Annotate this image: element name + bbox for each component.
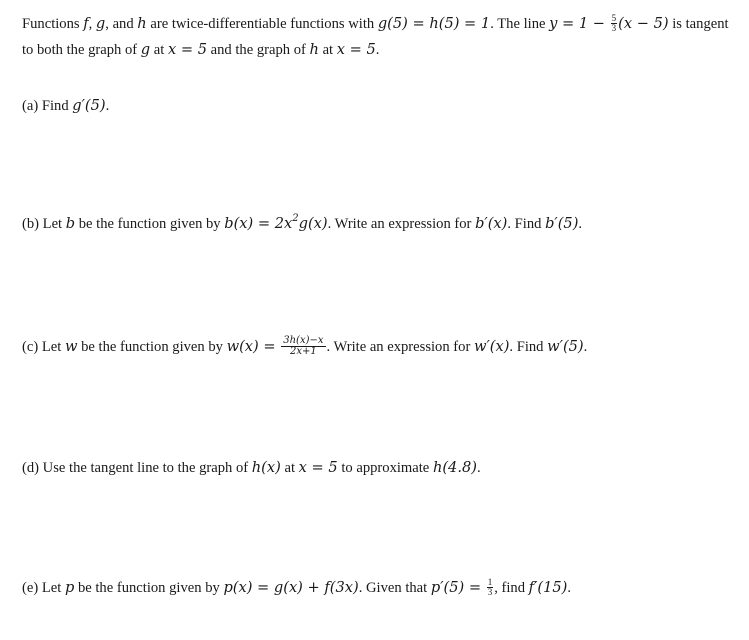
intro-text: .	[375, 42, 380, 58]
question-text: be the function given by	[74, 580, 224, 596]
question-part-c	[22, 337, 587, 358]
fraction-five-thirds	[611, 14, 618, 33]
question-text: . Write an expression for	[327, 216, 476, 232]
question-text: .	[476, 460, 481, 476]
question-text: (c) Let	[22, 338, 65, 355]
fraction-numerator: 3h(x)−x	[283, 335, 324, 346]
math-expression: h(4.8)	[432, 459, 477, 476]
question-part-b	[22, 215, 582, 233]
math-expression: x = 5	[298, 459, 338, 476]
math-tangent-line-end: (x − 5)	[618, 15, 669, 32]
question-text: .	[105, 98, 110, 114]
math-f: f	[83, 15, 89, 32]
math-variable: w	[64, 337, 78, 355]
question-text: (b) Let	[22, 216, 66, 232]
intro-text: at	[318, 42, 337, 58]
question-text: .	[567, 580, 572, 596]
question-text: . Find	[507, 216, 546, 232]
question-text: to approximate	[337, 460, 433, 476]
question-part-d	[22, 459, 481, 477]
math-expression: f′(15)	[528, 579, 568, 596]
math-expression: w′(x)	[473, 337, 510, 355]
math-h: h	[309, 41, 319, 58]
math-expression: w(x) =	[226, 337, 281, 355]
math-expression: g′(5)	[72, 97, 106, 114]
math-expression: p(x) = g(x) + f(3x)	[223, 579, 359, 596]
fraction-numerator: 1	[487, 577, 493, 588]
fraction-w-of-x	[281, 336, 325, 357]
math-condition: g(5) = h(5) = 1	[377, 15, 491, 32]
intro-text: at	[150, 42, 168, 58]
intro-text: are twice-differentiable functions with	[146, 16, 378, 32]
question-part-e	[22, 579, 571, 598]
question-text: be the function given by	[75, 216, 225, 232]
intro-line-1	[22, 15, 729, 34]
question-text: (e) Let	[22, 580, 65, 596]
math-g: g	[140, 41, 151, 58]
math-expression: b′(5)	[545, 215, 579, 232]
question-text: (d) Use the tangent line to the graph of	[22, 460, 252, 476]
intro-text: , and	[105, 16, 138, 32]
question-text: .	[578, 216, 583, 232]
math-expression: w′(5)	[547, 337, 584, 355]
question-text: .	[583, 338, 588, 355]
fraction-denominator: 2x+1	[289, 346, 317, 357]
fraction-numerator: 5	[611, 13, 617, 24]
math-variable: b	[65, 215, 76, 232]
math-expression: b(x) = 2x	[224, 215, 293, 232]
question-text: . Write an expression for	[326, 338, 474, 355]
question-text: at	[280, 460, 299, 476]
math-expression: p′(5) =	[430, 579, 486, 596]
fraction-one-third	[487, 578, 494, 597]
intro-text: to both the graph of	[22, 42, 141, 58]
math-h: h	[137, 15, 147, 32]
math-g: g	[95, 15, 106, 32]
intro-text: . The line	[490, 16, 550, 32]
fraction-denominator: 3	[611, 23, 617, 34]
question-text: . Find	[509, 338, 548, 355]
math-exponent: 2	[292, 213, 299, 225]
question-text: be the function given by	[77, 338, 227, 355]
math-tangent-line-start: y = 1 −	[549, 15, 610, 32]
math-expression: g(x)	[298, 215, 328, 232]
intro-text: Functions	[22, 16, 84, 32]
intro-line-2	[22, 41, 379, 59]
question-text: . Given that	[358, 580, 431, 596]
question-part-a	[22, 97, 109, 115]
math-x-equals-5: x = 5	[167, 41, 207, 58]
math-expression: b′(x)	[475, 215, 508, 232]
question-text: , find	[494, 580, 529, 596]
question-text: (a) Find	[22, 98, 73, 114]
math-expression: h(x)	[251, 459, 281, 476]
math-x-equals-5: x = 5	[336, 41, 376, 58]
intro-text: is tangent	[668, 16, 729, 32]
math-variable: p	[64, 579, 75, 596]
intro-text: and the graph of	[206, 42, 310, 58]
fraction-denominator: 3	[487, 587, 493, 598]
intro-text: ,	[88, 16, 96, 32]
